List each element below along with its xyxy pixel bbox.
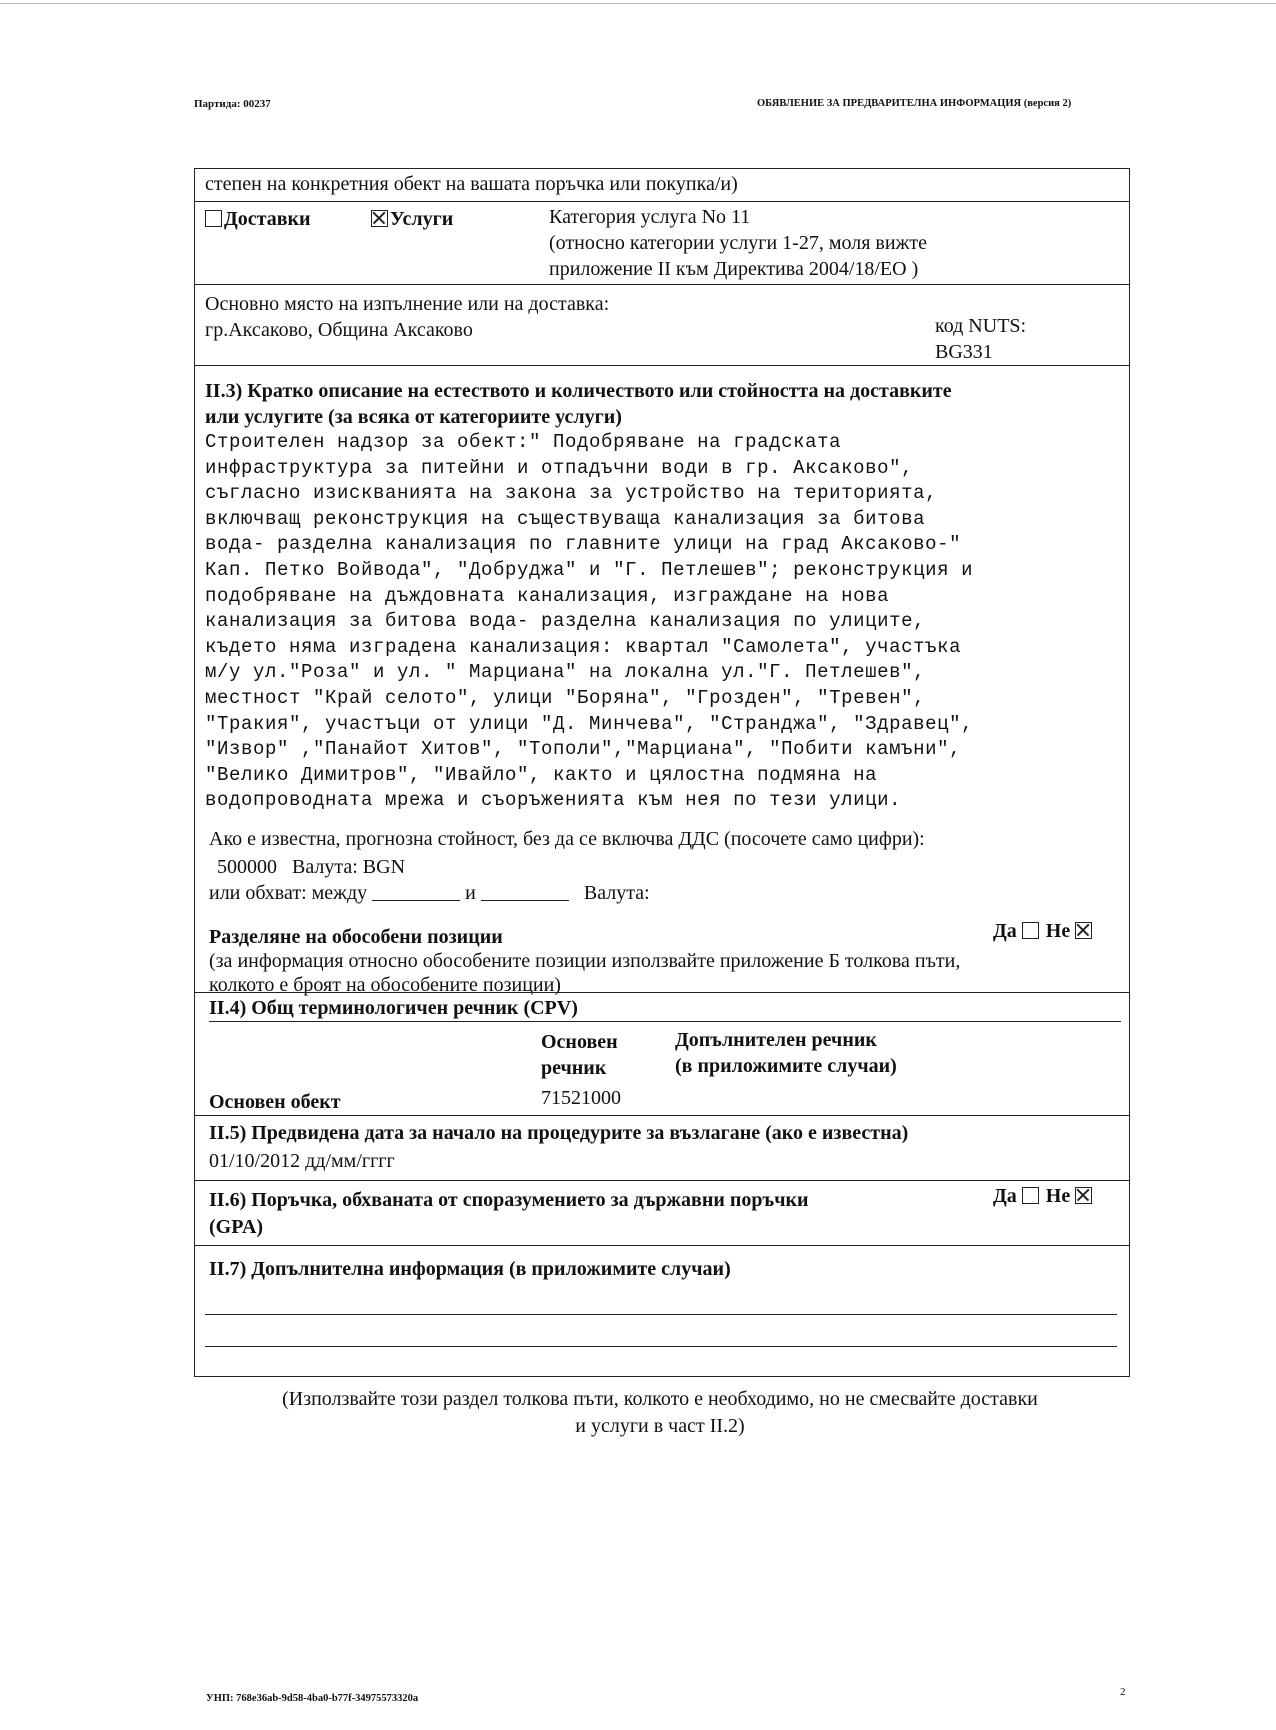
service-category: Категория услуга No 11	[549, 206, 751, 228]
section-ii3-title-2: или услугите (за всяка от категориите услуги)	[205, 406, 622, 428]
usage-note-line-1: (Използвайте този раздел толкова пъти, колкото е необходимо, но не смесвайте доставки	[282, 1388, 1038, 1410]
description-line: местност "Край селото", улици "Боряна", "Грозден", "Тревен",	[205, 686, 926, 709]
service-category-note-1: (относно категории услуги 1-27, моля вижте	[549, 232, 927, 254]
lots-no-label: Не	[1045, 920, 1071, 942]
description-line: водопроводната мрежа и съоръженията към нея по тези улици.	[205, 789, 902, 812]
lots-title: Разделяне на обособени позиции	[209, 926, 503, 948]
section-ii6-title-1: II.6) Поръчка, обхваната от споразумението за държавни поръчки	[209, 1189, 809, 1211]
supplies-checkbox[interactable]	[205, 210, 222, 227]
place-label: Основно място на изпълнение или на доставка:	[205, 293, 610, 315]
description-line: съгласно изискванията на закона за устройство на територията,	[205, 482, 938, 505]
main-object-cpv-code: 71521000	[541, 1087, 621, 1109]
supplies-label: Доставки	[224, 208, 311, 230]
place-value: гр.Аксаково, Община Аксаково	[205, 319, 473, 341]
service-category-note-2: приложение II към Директива 2004/18/ЕО )	[549, 258, 919, 280]
main-vocabulary-head-2: речник	[541, 1057, 607, 1079]
services-checkbox[interactable]	[371, 210, 388, 227]
form-section-ii	[194, 168, 1130, 1377]
description-line: м/у ул."Роза" и ул. " Марциана" на локална ул."Г. Петлешев",	[205, 661, 926, 684]
nuts-label: код NUTS:	[935, 315, 1027, 337]
additional-info-line-2[interactable]	[205, 1346, 1117, 1347]
main-vocabulary-head-1: Основен	[541, 1031, 618, 1053]
services-label: Услуги	[390, 208, 454, 230]
nuts-code: BG331	[935, 341, 993, 363]
row-short-description	[195, 365, 1129, 996]
range-prefix: или обхват: между	[209, 882, 368, 904]
procedure-start-date: 01/10/2012 дд/мм/гггг	[209, 1150, 395, 1172]
section-ii3-title-1: II.3) Кратко описание на естеството и количеството или стойността на доставките	[205, 380, 952, 402]
range-currency: Валута:	[583, 882, 650, 904]
description-block	[205, 430, 1125, 814]
gpa-yes-label: Да	[993, 1185, 1017, 1207]
row-additional-information	[195, 1245, 1129, 1376]
gpa-no-label: Не	[1045, 1185, 1071, 1207]
supplies-option[interactable]	[205, 206, 311, 232]
row-procedure-start-date	[195, 1115, 1129, 1180]
usage-note	[220, 1386, 1100, 1440]
cpv-title-underline	[209, 1021, 1121, 1022]
lots-no-checkbox[interactable]	[1075, 922, 1092, 939]
batch-number: Партида: 00237	[194, 98, 271, 110]
range-row	[209, 880, 650, 906]
object-extent-text: степен на конкретния обект на вашата поръчка или покупка/и)	[205, 173, 738, 195]
estimate-label: Ако е известна, прогнозна стойност, без да се включва ДДС (посочете само цифри):	[209, 828, 925, 850]
main-object-label: Основен обект	[209, 1091, 341, 1113]
row-gpa	[195, 1180, 1129, 1245]
section-ii4-title: II.4) Общ терминологичен речник (CPV)	[209, 997, 578, 1019]
lots-yes-no	[993, 918, 1094, 944]
description-line: "Велико Димитров", "Ивайло", както и цялостна подмяна на	[205, 763, 878, 786]
unique-id: УНП: 768e36ab-9d58-4ba0-b77f-34975573320a	[206, 1693, 419, 1704]
lots-note-2: колкото е броят на обособените позиции)	[209, 974, 561, 996]
gpa-yes-checkbox[interactable]	[1022, 1187, 1039, 1204]
lots-yes-checkbox[interactable]	[1022, 922, 1039, 939]
row-cpv	[195, 992, 1129, 1115]
description-line: Кап. Петко Войвода", "Добруджа" и "Г. Петлешев"; реконструкция и	[205, 558, 974, 581]
page-number: 2	[1120, 1686, 1126, 1698]
description-line: подобряване на дъждовната канализация, изграждане на нова	[205, 584, 890, 607]
range-to-field[interactable]	[481, 882, 569, 901]
description-line: включващ реконструкция на съществуваща канализация за битова	[205, 507, 926, 530]
gpa-no-checkbox[interactable]	[1075, 1187, 1092, 1204]
currency-value: Валута: BGN	[292, 856, 406, 878]
section-ii6-title-2: (GPA)	[209, 1216, 264, 1238]
description-line: канализация за битова вода- разделна канализация по улиците,	[205, 610, 926, 633]
row-object-extent	[195, 169, 1129, 201]
supplementary-vocabulary-head-2: (в приложимите случаи)	[675, 1055, 897, 1077]
estimate-value: 500000	[217, 856, 277, 878]
lots-note-1: (за информация относно обособените позиции използвайте приложение Б толкова пъти,	[209, 950, 961, 972]
section-ii7-title: II.7) Допълнителна информация (в приложимите случаи)	[209, 1258, 731, 1280]
range-and: и	[465, 882, 476, 904]
scan-edge	[0, 3, 1276, 4]
supplementary-vocabulary-head-1: Допълнителен речник	[675, 1029, 877, 1051]
additional-info-line-1[interactable]	[205, 1314, 1117, 1315]
description-line: "Тракия", участъци от улици "Д. Минчева", "Странджа", "Здравец",	[205, 712, 974, 735]
row-contract-type	[195, 201, 1129, 284]
document-title: ОБЯВЛЕНИЕ ЗА ПРЕДВАРИТЕЛНА ИНФОРМАЦИЯ (версия 2)	[757, 98, 1072, 109]
section-ii5-title: II.5) Предвидена дата за начало на процедурите за възлагане (ако е известна)	[209, 1122, 909, 1144]
gpa-yes-no	[993, 1183, 1094, 1209]
description-line: Строителен надзор за обект:" Подобряване на градската	[205, 431, 842, 453]
services-option[interactable]	[371, 206, 453, 232]
description-line: вода- разделна канализация по главните улици на град Аксаково-"	[205, 533, 962, 556]
description-line: инфраструктура за питейни и отпадъчни води в гр. Аксаково",	[205, 456, 914, 479]
usage-note-line-2: и услуги в част II.2)	[575, 1415, 745, 1437]
range-from-field[interactable]	[372, 882, 460, 901]
row-place-of-performance	[195, 284, 1129, 365]
lots-yes-label: Да	[993, 920, 1017, 942]
description-line: "Извор" ,"Панайот Хитов", "Тополи","Марциана", "Побити камъни",	[205, 738, 962, 761]
estimate-row	[217, 854, 405, 880]
description-line: където няма изградена канализация: квартал "Самолета", участъка	[205, 635, 962, 658]
